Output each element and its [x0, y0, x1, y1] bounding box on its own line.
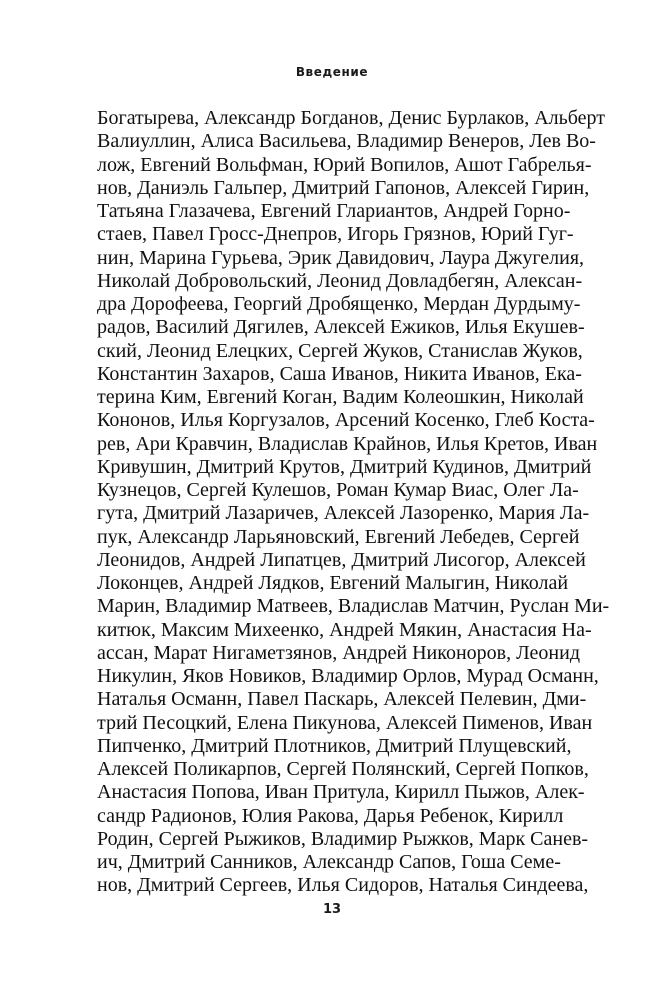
text-line: дра Дорофеева, Георгий Дробященко, Мердан Дурдыму-	[97, 293, 581, 315]
text-line: ассан, Марат Нигаметзянов, Андрей Никоноров, Леонид	[97, 641, 580, 664]
text-line: Валиуллин, Алиса Васильева, Владимир Венеров, Лев Во-	[97, 130, 596, 153]
text-line: радов, Василий Дягилев, Алексей Ежиков, Илья Екушев-	[97, 316, 585, 339]
text-line: ский, Леонид Елецких, Сергей Жуков, Станислав Жуков,	[97, 339, 583, 362]
body-text	[97, 107, 610, 898]
text-line: гута, Дмитрий Лазаричев, Алексей Лазоренко, Мария Ла-	[97, 502, 590, 525]
text-line: Наталья Османн, Павел Паскарь, Алексей Пелевин, Дми-	[97, 688, 587, 711]
text-line: нин, Марина Гурьева, Эрик Давидович, Лаура Джугелия,	[97, 246, 585, 269]
text-line: Пипченко, Дмитрий Плотников, Дмитрий Плущевский,	[97, 734, 572, 757]
text-line: сандр Радионов, Юлия Ракова, Дарья Ребенок, Кирилл	[97, 804, 564, 827]
text-line: Кононов, Илья Коргузалов, Арсений Косенко, Глеб Костa-	[97, 409, 595, 432]
text-line: нов, Даниэль Гальпер, Дмитрий Гапонов, Алексей Гирин,	[97, 176, 590, 199]
text-line: Кузнецов, Сергей Кулешов, Роман Кумар Виас, Олег Ла-	[97, 479, 579, 501]
text-line: Богатырева, Александр Богданов, Денис Бурлаков, Альберт	[97, 107, 606, 129]
text-line: Леонидов, Андрей Липатцев, Дмитрий Лисогор, Алексей	[97, 548, 586, 571]
text-line: терина Ким, Евгений Коган, Вадим Колеошкин, Николай	[97, 386, 584, 408]
text-line: Марин, Владимир Матвеев, Владислав Матчин, Руслан Ми-	[97, 595, 610, 618]
text-line: нов, Дмитрий Сергеев, Илья Сидоров, Наталья Синдеева,	[97, 874, 589, 897]
text-line: ич, Дмитрий Санников, Александр Сапов, Гоша Семе-	[97, 851, 561, 873]
text-line: стаев, Павел Гросс-Днепров, Игорь Грязнов, Юрий Гуг-	[97, 223, 574, 246]
text-line: Родин, Сергей Рыжиков, Владимир Рыжков, Марк Санев-	[97, 827, 589, 850]
text-line: Татьяна Глазачева, Евгений Глариантов, Андрей Горно-	[97, 200, 571, 222]
running-head: Введение	[295, 65, 369, 79]
text-line: китюк, Максим Михеенко, Андрей Мякин, Анастасия На-	[97, 618, 592, 641]
text-line: трий Песоцкий, Елена Пикунова, Алексей Пименов, Иван	[97, 711, 593, 734]
text-line: Никулин, Яков Новиков, Владимир Орлов, Мурад Османн,	[97, 665, 599, 687]
text-line: Анастасия Попова, Иван Притула, Кирилл Пыжов, Алек-	[97, 781, 585, 804]
text-line: Николай Добровольский, Леонид Довладбегян, Алексан-	[97, 269, 583, 292]
text-line: Константин Захаров, Саша Иванов, Никита Иванов, Ека-	[97, 362, 582, 385]
text-line: лож, Евгений Вольфман, Юрий Вопилов, Ашот Габрелья-	[97, 153, 592, 176]
text-line: Кривушин, Дмитрий Крутов, Дмитрий Кудинов, Дмитрий	[97, 455, 592, 478]
text-line: рев, Ари Кравчин, Владислав Крайнов, Илья Кретов, Иван	[97, 432, 598, 455]
text-line: Алексей Поликарпов, Сергей Полянский, Сергей Попков,	[97, 758, 589, 780]
text-line: пук, Александр Ларьяновский, Евгений Лебедев, Сергей	[97, 525, 580, 548]
text-line: Локонцев, Андрей Лядков, Евгений Малыгин, Николай	[97, 572, 569, 594]
page-number: 13	[322, 902, 342, 917]
